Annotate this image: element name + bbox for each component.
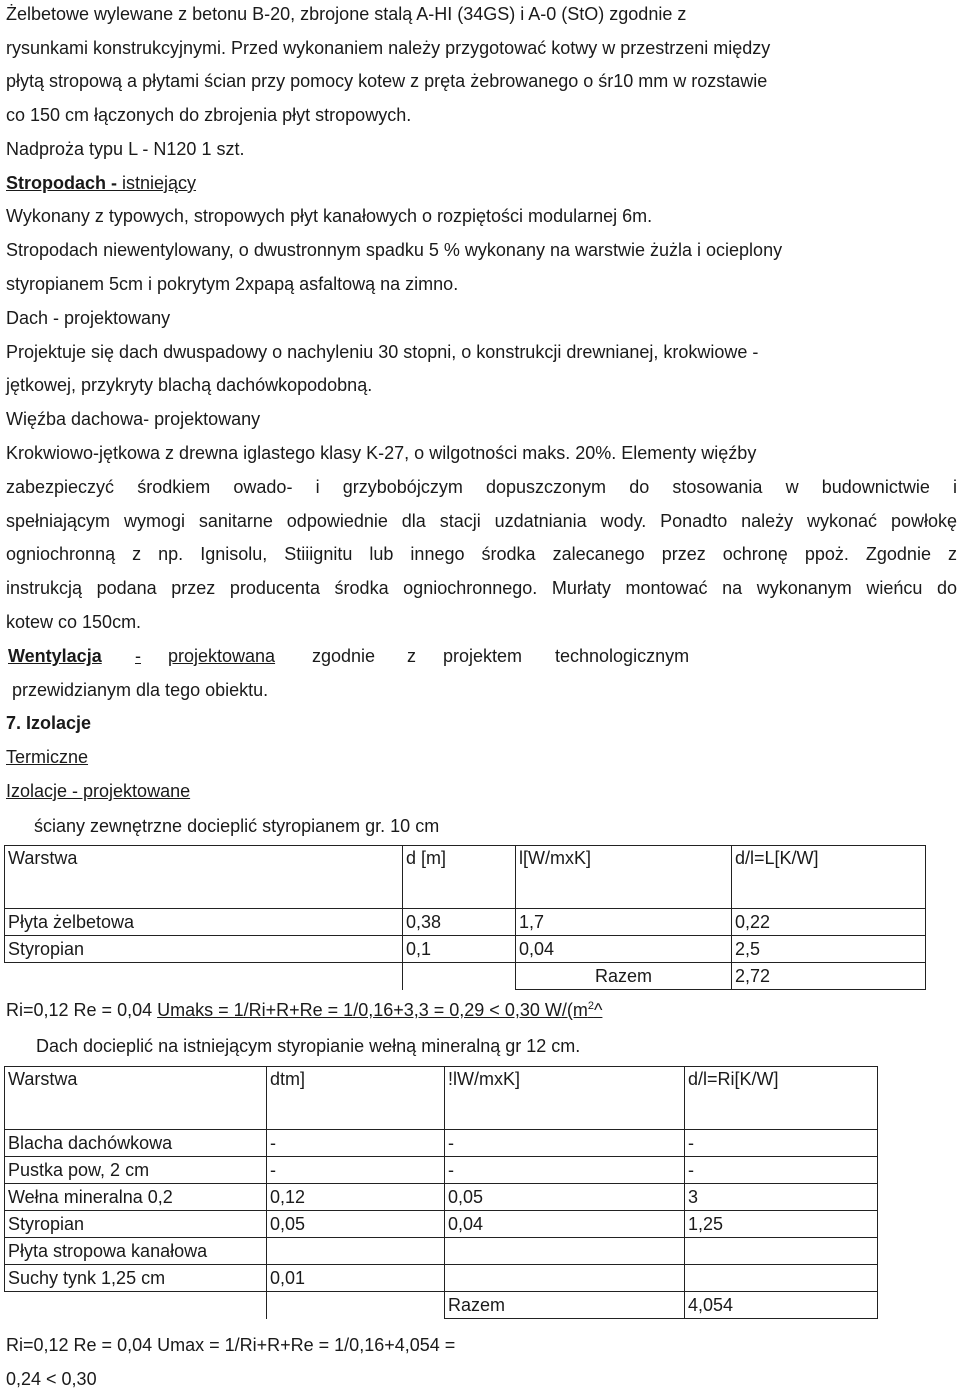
table-cell: Styropian [5, 1211, 267, 1238]
text-line: Stropodach niewentylowany, o dwustronnym spadku 5 % wykonany na warstwie żużla i ocieplony [6, 240, 783, 260]
text-line: Krokwiowo-jętkowa z drewna iglastego klasy K-27, o wilgotności maks. 20%. Elementy więźby [6, 443, 757, 463]
table-row [5, 1211, 878, 1238]
roof-note: Dach docieplić na istniejącym styropianie wełną mineralną gr 12 cm. [36, 1036, 581, 1056]
table-cell: 0,05 [267, 1211, 445, 1238]
izolacje-heading: Izolacje - projektowane [6, 781, 191, 801]
walls-note: ściany zewnętrzne docieplić styropianem gr. 10 cm [34, 816, 440, 836]
table-cell: Płyta żelbetowa [5, 909, 403, 936]
formula-underlined [157, 1000, 602, 1020]
table-header [5, 846, 926, 909]
table-cell: 0,01 [267, 1265, 445, 1292]
wall-layers-table [4, 845, 926, 990]
text-line: styropianem 5cm i pokrytym 2xpapą asfaltową na zimno. [6, 274, 459, 294]
text-line: rysunkami konstrukcyjnymi. Przed wykonaniem należy przygotować kotwy w przestrzeni między [6, 38, 771, 58]
formula-1 [6, 999, 602, 1021]
table-cell: Suchy tynk 1,25 cm [5, 1265, 267, 1292]
header-cell: !lW/mxK] [445, 1067, 685, 1130]
header-cell: l[W/mxK] [516, 846, 732, 909]
wentylacja-label [8, 645, 102, 667]
table-row [5, 909, 926, 936]
header-cell: d/l=L[K/W] [732, 846, 926, 909]
wentylacja-dash: - [135, 646, 141, 666]
table-cell [267, 1238, 445, 1265]
text-line: spełniającym wymogi sanitarne odpowiednie dla stacji uzdatniania wody. Ponadto należy wykonać powłokę [6, 511, 957, 531]
text-line: przewidzianym dla tego obiektu. [12, 680, 269, 700]
text-line: zabezpieczyć środkiem owado- i grzybobójczym dopuszczonym do stosowania w budownictwie i [6, 477, 957, 497]
table-cell: 0,04 [516, 936, 732, 963]
text-line: kotew co 150cm. [6, 612, 142, 632]
table-cell: 0,05 [445, 1184, 685, 1211]
text-line: instrukcją podana przez producenta środka ogniochronnego. Murłaty montować na wykonanym wieńcu do [6, 578, 957, 598]
text-word: zgodnie [312, 646, 376, 666]
table-cell: 3 [685, 1184, 878, 1211]
header-cell: d/l=Ri[K/W] [685, 1067, 878, 1130]
formula-2-line-2: 0,24 < 0,30 [6, 1369, 97, 1389]
table-cell: 0,22 [732, 909, 926, 936]
text-word: z [407, 646, 416, 666]
text-line: ogniochronną z np. Ignisolu, Stiiignitu lub innego środka zalecanego przez ochronę ppoż. Zgodnie z [6, 544, 957, 564]
table-cell: - [685, 1130, 878, 1157]
stropodach-heading [6, 172, 196, 194]
lintel-line: Nadproża typu L - N120 1 szt. [6, 139, 245, 159]
table-row [5, 1184, 878, 1211]
superscript: 2 [587, 1000, 594, 1012]
text-line: Wykonany z typowych, stropowych płyt kanałowych o rozpiętości modularnej 6m. [6, 206, 653, 226]
formula-part: Umaks = 1/Ri+R+Re = 1/0,16+3,3 = 0,29 < 0,30 W/(m [157, 1000, 588, 1020]
wentylacja-status: projektowana [168, 646, 276, 666]
table-cell: Styropian [5, 936, 403, 963]
table-cell: 1,7 [516, 909, 732, 936]
table-sum-row [5, 1292, 878, 1319]
table-row [5, 1265, 878, 1292]
table-cell [685, 1265, 878, 1292]
empty-cell [5, 1292, 267, 1319]
text-line: Żelbetowe wylewane z betonu B-20, zbrojone stalą A-HI (34GS) i A-0 (StO) zgodnie z [6, 4, 687, 24]
table-cell: 0,1 [403, 936, 516, 963]
dach-heading: Dach - projektowany [6, 308, 171, 328]
table-row [5, 1238, 878, 1265]
wiezba-heading: Więźba dachowa- projektowany [6, 409, 261, 429]
table-cell [685, 1238, 878, 1265]
table-cell: 2,5 [732, 936, 926, 963]
table-cell: Pustka pow, 2 cm [5, 1157, 267, 1184]
table-cell: - [685, 1157, 878, 1184]
text-line: płytą stropową a płytami ścian przy pomocy kotew z pręta żebrowanego o śr10 mm w rozstawie [6, 71, 768, 91]
table-sum-row [5, 963, 926, 990]
sum-label: Razem [445, 1292, 685, 1319]
heading-rest: istniejący [117, 173, 197, 193]
heading-bold: Stropodach - [6, 173, 117, 193]
formula-part: Ri=0,12 Re = 0,04 [6, 1000, 158, 1020]
empty-cell [5, 963, 403, 990]
table-cell: - [445, 1157, 685, 1184]
formula-2-line-1: Ri=0,12 Re = 0,04 Umax = 1/Ri+R+Re = 1/0,16+4,054 = [6, 1335, 456, 1355]
roof-layers-table [4, 1066, 878, 1319]
table-cell: - [445, 1130, 685, 1157]
table-row [5, 936, 926, 963]
table-cell: 0,12 [267, 1184, 445, 1211]
table-cell: 1,25 [685, 1211, 878, 1238]
header-cell: Warstwa [5, 1067, 267, 1130]
empty-cell [267, 1292, 445, 1319]
termiczne-heading: Termiczne [6, 747, 89, 767]
table-cell: - [267, 1157, 445, 1184]
header-cell: Warstwa [5, 846, 403, 909]
wentylacja-word: Wentylacja [8, 646, 102, 666]
sum-value: 2,72 [732, 963, 926, 990]
sum-label: Razem [516, 963, 732, 990]
table-cell: Blacha dachówkowa [5, 1130, 267, 1157]
table-cell: 0,04 [445, 1211, 685, 1238]
formula-part: ^ [593, 1000, 603, 1020]
text-word: projektem [443, 646, 523, 666]
text-word: technologicznym [555, 646, 690, 666]
text-line: co 150 cm łączonych do zbrojenia płyt stropowych. [6, 105, 412, 125]
header-cell: dtm] [267, 1067, 445, 1130]
table-row [5, 1157, 878, 1184]
table-cell: Płyta stropowa kanałowa [5, 1238, 267, 1265]
sum-value: 4,054 [685, 1292, 878, 1319]
text-line: jętkowej, przykryty blachą dachówkopodobną. [6, 375, 373, 395]
table-cell: - [267, 1130, 445, 1157]
table-row [5, 1130, 878, 1157]
table-cell: Wełna mineralna 0,2 [5, 1184, 267, 1211]
table-cell [445, 1265, 685, 1292]
header-cell: d [m] [403, 846, 516, 909]
table-header [5, 1067, 878, 1130]
table-cell: 0,38 [403, 909, 516, 936]
empty-cell [403, 963, 516, 990]
section-heading: 7. Izolacje [6, 713, 92, 733]
text-line: Projektuje się dach dwuspadowy o nachyleniu 30 stopni, o konstrukcji drewnianej, krokwiowe - [6, 342, 759, 362]
table-cell [445, 1238, 685, 1265]
